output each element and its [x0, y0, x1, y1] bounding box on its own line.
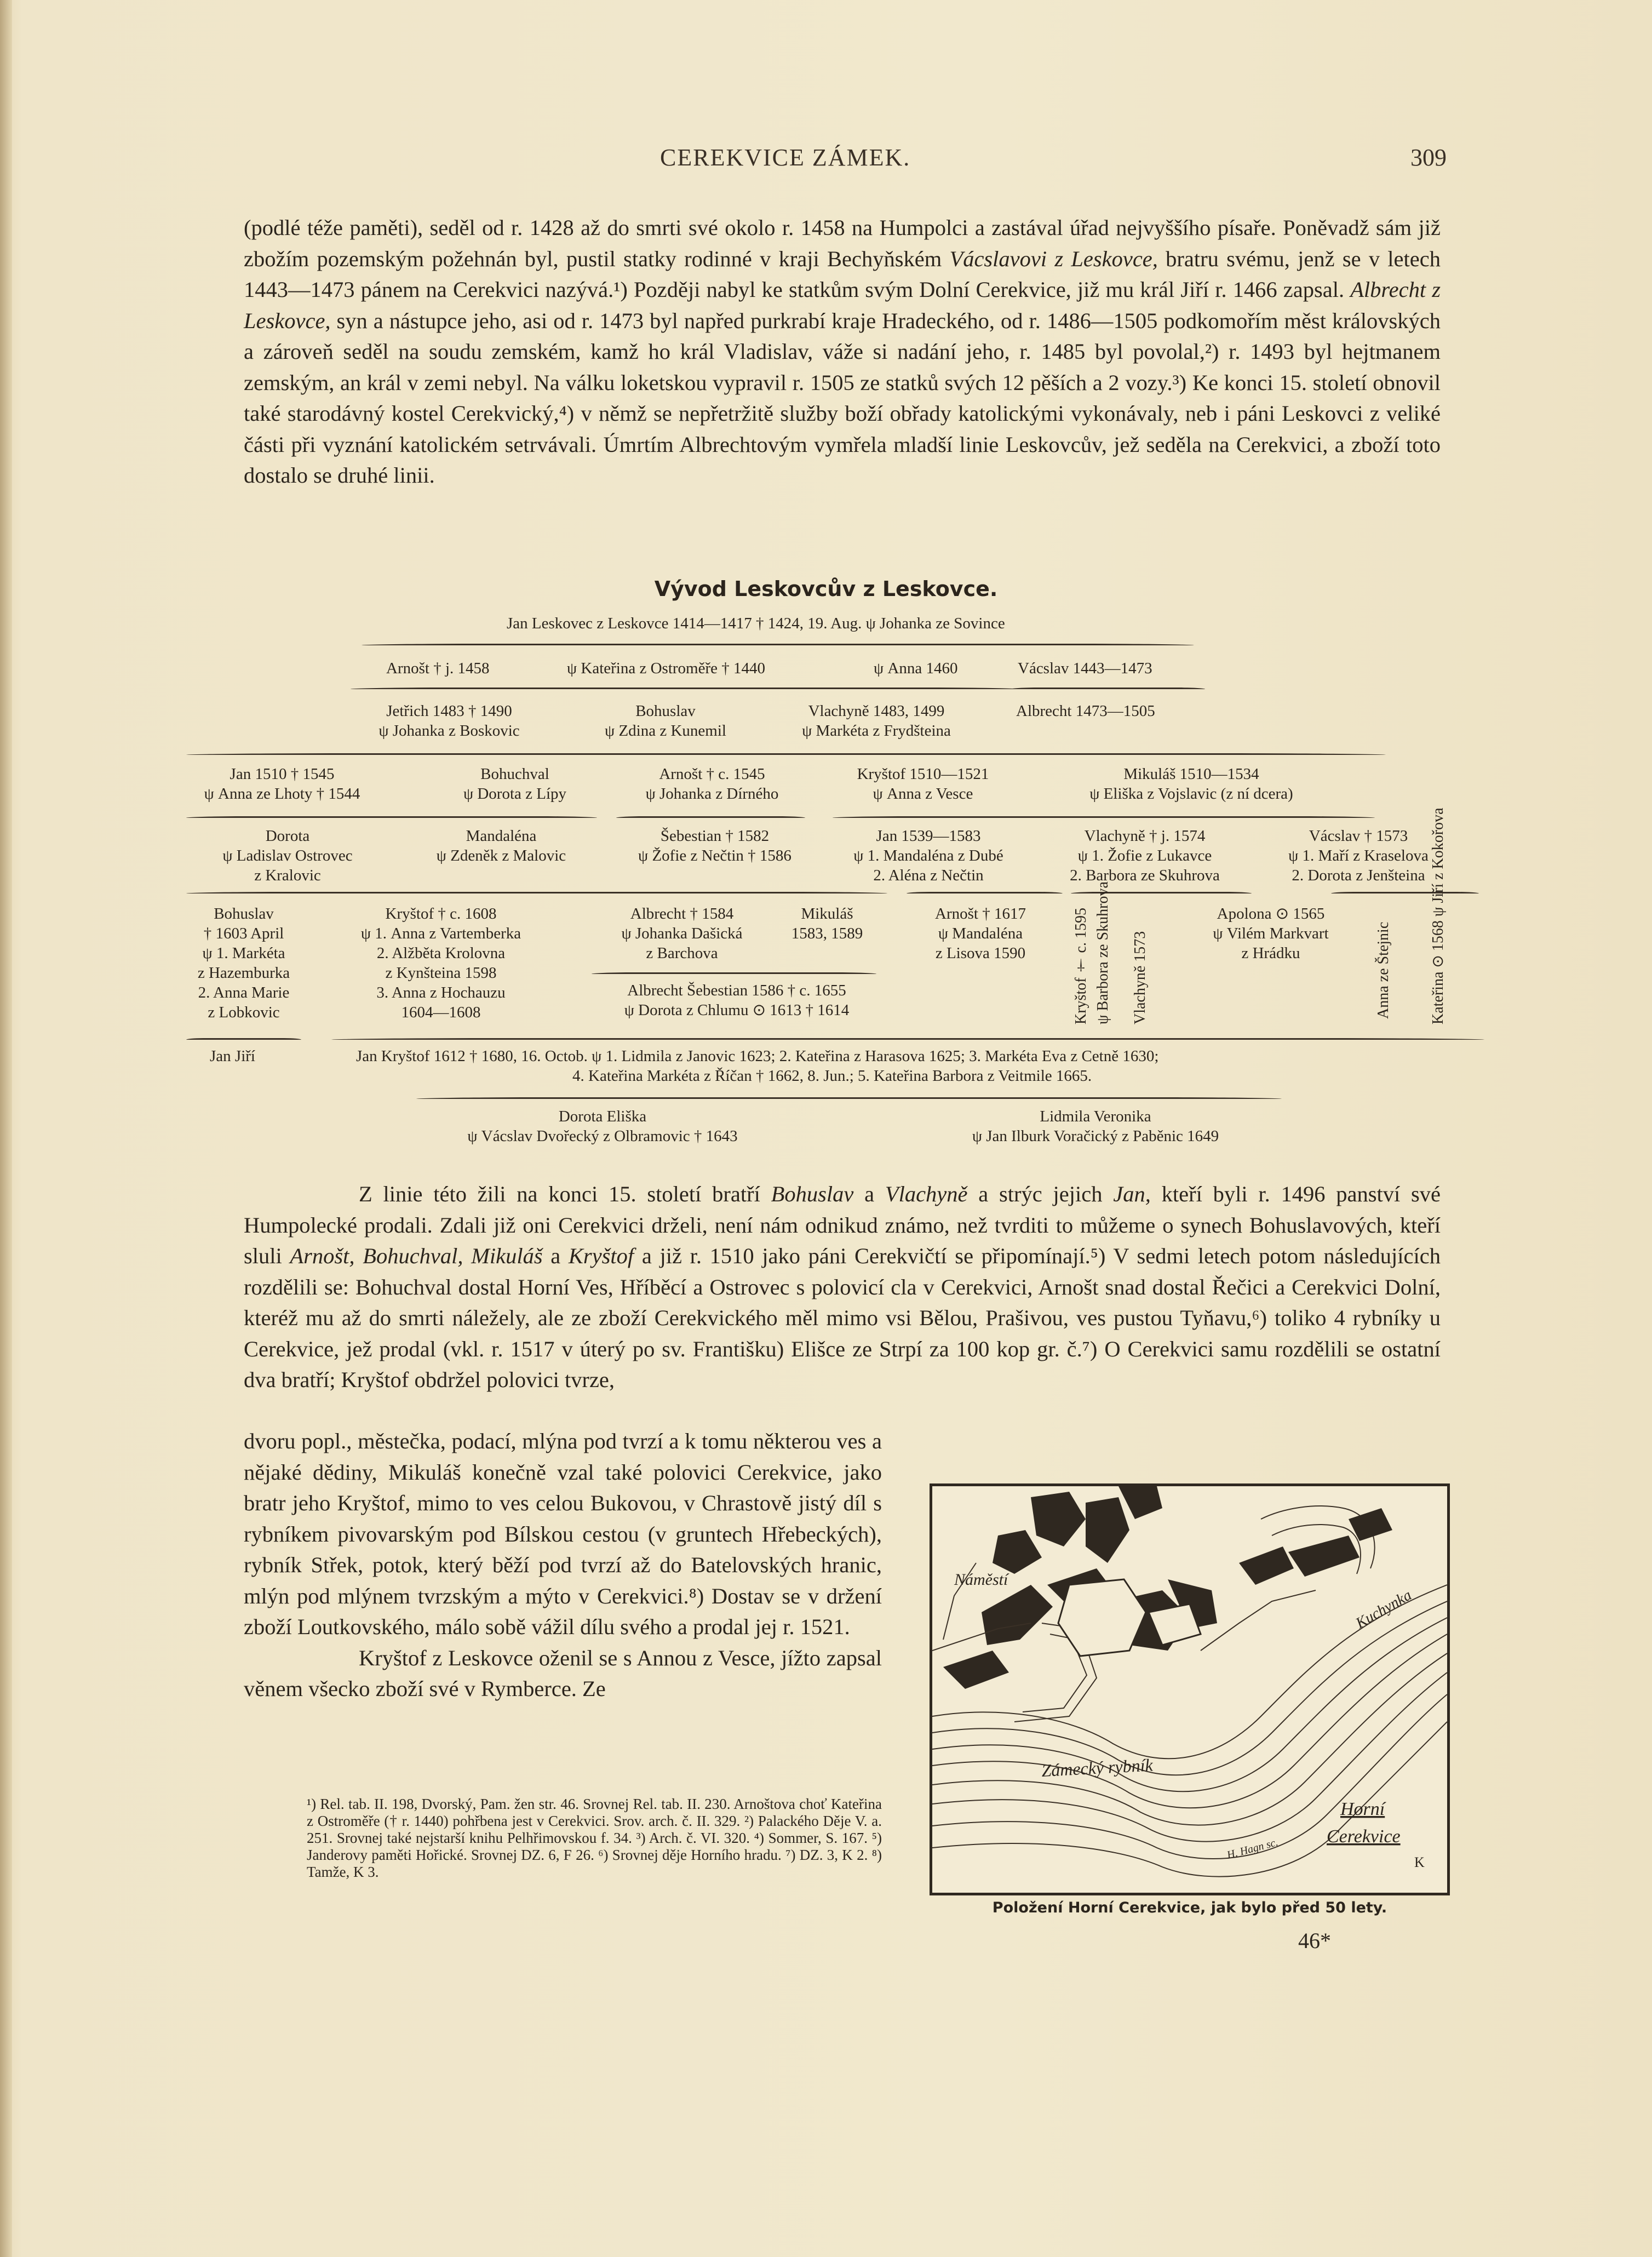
tree-root: Jan Leskovec z Leskovce 1414—1417 † 1424, 19. Aug. ψ Johanka ze Sovince — [507, 615, 1005, 632]
gen3-mikulas — [1038, 764, 1345, 804]
text-line: ψ Dorota z Lípy — [463, 785, 567, 803]
text-line: ψ Ladislav Ostrovec — [222, 847, 353, 864]
tree-brace — [592, 972, 876, 974]
gen2-jetrich — [359, 701, 540, 741]
text-line: ψ Jan Ilburk Voračický z Paběnic 1649 — [972, 1127, 1219, 1145]
text-run-italic: Kryštof — [568, 1244, 634, 1268]
gen5-mikulas — [778, 904, 876, 943]
gen5-vertical-krystof: Kryštof † c. 1595 — [1072, 908, 1089, 1024]
map-signature: H. Hagn sc. — [1225, 1836, 1280, 1861]
gen5-vertical-vlachyne: Vlachyně 1573 — [1132, 931, 1149, 1024]
gen5-krystof — [329, 904, 553, 1022]
map-label-namesti: Náměstí — [954, 1571, 1008, 1589]
text-run: Z linie této žili na konci 15. století bratří — [359, 1182, 771, 1206]
text-line: Arnošt † 1617 — [935, 905, 1026, 923]
tree-brace — [616, 816, 805, 818]
text-line: z Hrádku — [1241, 944, 1300, 962]
tree-brace — [907, 892, 1063, 893]
text-run-italic: Bohuslav — [771, 1182, 854, 1206]
paragraph-1 — [244, 213, 1441, 491]
text-line: 2. Barbora ze Skuhrova — [1070, 867, 1220, 884]
text-run: syn a nástupce jeho, asi od r. 1473 byl napřed purkrabí kraje Hradeckého, od r. 1486—1505 podkomořím měst královských a zároveň seděl na soudu zemském, kamž ho král Vladislav, váže si nadání jeho, r. 1485 byl povolal,²) r. 1493 byl hejtmanem zemským, an král v zemi nebyl. Na válku loketskou vypravil r. 1505 ze statků svých 12 pěších a 2 vozy.³) Ke konci 15. století obnovil také starodávný kostel Cerekvický,⁴) v němž se nepřetržitě služby boží obřady katolickými vykonávaly, neb i páni Leskovci z veliké části při vyznání katolickém setrvávali. Úmrtím Albrechtovým vymřela mladší linie Leskovcův, jež seděla na Cerekvici, a zboží toto dostalo se druhé linii. — [244, 308, 1441, 488]
gen7-lidmila-veronika — [887, 1107, 1304, 1146]
text-line: Jan 1539—1583 — [876, 827, 981, 845]
gen1-katerina: ψ Kateřina z Ostroměře † 1440 — [567, 660, 766, 677]
text-line: Albrecht † 1584 — [630, 905, 734, 923]
text-line: Bohuslav — [635, 702, 696, 720]
gen1-vacslav: Vácslav 1443—1473 — [1018, 660, 1152, 677]
gen4-mandalena — [403, 826, 600, 866]
text-block: Kryštof z Leskovce oženil se s Annou z Vesce, jížto zapsal věnem všecko zboží své v Rymberce. Ze — [244, 1645, 882, 1701]
page-number: 309 — [1410, 144, 1447, 171]
text-line: z Kralovic — [254, 867, 321, 884]
text-line: ψ Žofie z Nečtin † 1586 — [638, 847, 791, 864]
text-line: ψ 1. Mandaléna z Dubé — [853, 847, 1003, 864]
text-line: Arnošt † c. 1545 — [659, 765, 765, 783]
tree-brace — [351, 688, 1019, 689]
text-line: ψ Vácslav Dvořecký z Olbramovic † 1643 — [467, 1127, 738, 1145]
text-line: Albrecht Šebestian 1586 † c. 1655 — [627, 982, 846, 999]
text-run: a již r. 1510 jako páni Cerekvičtí se připomínají.⁵) V sedmi letech potom následujících rozdělili se: Bohuchval dostal Horní Ves, Hříběcí a Ostrovec s polovicí cla v Cerekvici, Arnošt snad dostal Řečici a Cerekvici Dolní, kteréž mu až do smrti náležely, ale ze zboží Cerekvického měl mimo vsi Bělou, Prašivou, ves pustou Tyňavu,⁶) toliko 4 rybníky u Cerekvice, jež prodal (vkl. r. 1517 v úterý po sv. Františku) Elišce ze Strpí za 100 kop gr. č.⁷) O Cerekvici samu rozdělili se ostatní dva bratří; Kryštof obdržel polovici tvrze, — [244, 1244, 1441, 1392]
text-line: ψ Mandaléna — [938, 925, 1023, 942]
map-label-town-line1: Horní — [1340, 1799, 1385, 1819]
text-line: Vlachyně 1483, 1499 — [808, 702, 945, 720]
text-line: Vlachyně † j. 1574 — [1084, 827, 1206, 845]
text-run-italic: Albrecht z Leskovce, — [244, 277, 1441, 333]
text-line: Bohuslav — [214, 905, 274, 923]
text-line: 2. Anna Marie — [198, 984, 290, 1001]
gen7-dorota-eliska — [383, 1107, 822, 1146]
text-line: ψ Vilém Markvart — [1213, 925, 1329, 942]
text-run: a — [542, 1244, 569, 1268]
tree-brace — [362, 644, 1194, 645]
text-line: Šebestian † 1582 — [660, 827, 770, 845]
tree-brace — [186, 753, 1386, 755]
text-line: ψ Zdina z Kunemil — [605, 722, 726, 740]
text-line: Dorota Eliška — [558, 1108, 647, 1125]
text-line: ψ Johanka z Dírného — [645, 785, 779, 803]
paragraph-2 — [244, 1179, 1441, 1396]
text-line: z Lobkovic — [208, 1004, 280, 1021]
text-line: 3. Anna z Hochauzu — [376, 984, 506, 1001]
map-label-kuchynka: Kuchynka — [1353, 1586, 1415, 1632]
text-line: ψ 1. Maří z Kraselova — [1288, 847, 1429, 864]
gen1-arnost: Arnošt † j. 1458 — [386, 660, 490, 677]
paragraph-3 — [244, 1426, 882, 1705]
text-line: Mandaléna — [466, 827, 537, 845]
text-line: ψ 1. Markéta — [202, 944, 285, 962]
tree-brace — [416, 1097, 1282, 1099]
text-line: ψ Zdeněk z Malovic — [436, 847, 566, 864]
page-gutter — [0, 0, 12, 2257]
gen2-vlachyne — [767, 701, 986, 741]
text-line: ψ 1. Žofie z Lukavce — [1077, 847, 1212, 864]
gen4-sebestian — [616, 826, 813, 866]
text-line: Kryštof † c. 1608 — [385, 905, 497, 923]
gen3-jan — [181, 764, 383, 804]
text-line: Lidmila Veronika — [1040, 1108, 1151, 1125]
gen5-vertical-katerina: Kateřina ⊙ 1568 ψ Jiří z Kokořova — [1430, 807, 1447, 1024]
map-figure — [930, 1483, 1450, 1895]
map-monogram: K — [1414, 1854, 1425, 1870]
text-run-italic: Jan, — [1113, 1182, 1151, 1206]
text-line: ψ Dorota z Chlumu ⊙ 1613 † 1614 — [624, 1001, 850, 1019]
footnote-text: ¹) Rel. tab. II. 198, Dvorský, Pam. žen str. 46. Srovnej Rel. tab. II. 230. Arnoštova choť Kateřina z Ostroměře († r. 1440) pohřbena jest v Cerekvici. Srov. arch. č. II. 329. ²) Palackého Děje V. a. 251. Srovnej také nejstarší knihu Pelhřimovskou f. 34. ³) Arch. č. VI. 320. ⁴) Sommer, S. 167. ⁵) Janderovy paměti Hořické. Srovnej DZ. 6, F 26. ⁶) Srovnej děje Horního hradu. ⁷) DZ. 3, K 2. ⁸) Tamže, K 3. — [307, 1796, 882, 1880]
text-line: 2. Alžběta Krolovna — [376, 944, 506, 962]
text-line: z Lisova 1590 — [935, 944, 1026, 962]
text-run-italic: Arnošt, Bohuchval, Mikuláš — [290, 1244, 543, 1268]
gen6-jan-krystof-line2: 4. Kateřina Markéta z Říčan † 1662, 8. Jun.; 5. Kateřina Barbora z Veitmile 1665. — [572, 1067, 1092, 1085]
gen5-albrecht — [594, 904, 770, 963]
page-header — [0, 144, 1652, 176]
tree-brace — [833, 816, 1375, 818]
text-line: Kryštof 1510—1521 — [857, 765, 989, 783]
text-run: bratru svému, jenž se v letech 1443—1473 pánem na Cerekvici nazývá.¹) Později nabyl ke statkům svým Dolní Cerekvice, již mu král Jiří r. 1466 zapsal. — [244, 246, 1441, 302]
text-line: ψ Markéta z Frydšteina — [802, 722, 951, 740]
tree-brace — [1331, 892, 1479, 893]
tree-brace — [186, 892, 887, 893]
gen6-jan-krystof-line1: Jan Kryštof 1612 † 1680, 16. Octob. ψ 1. Lidmila z Janovic 1623; 2. Kateřina z Harasova 1625; 3. Markéta Eva z Cetně 1630; — [356, 1047, 1159, 1065]
map-label-town-line2: Cerekvice — [1327, 1826, 1401, 1847]
text-line: 2. Dorota z Jenšteina — [1292, 867, 1425, 884]
text-line: Apolona ⊙ 1565 — [1217, 905, 1325, 923]
sheet-signature-mark: 46* — [1298, 1928, 1331, 1953]
gen4-vlachyne — [1043, 826, 1246, 885]
gen5-albrecht-sebestian — [586, 981, 887, 1020]
text-line: ψ Eliška z Vojslavic (z ní dcera) — [1089, 785, 1293, 803]
text-run: a — [853, 1182, 885, 1206]
text-run-italic: Vlachyně — [885, 1182, 968, 1206]
gen3-bohuchval — [433, 764, 597, 804]
text-line: Dorota — [265, 827, 310, 845]
text-line: Bohuchval — [480, 765, 549, 783]
text-line: 1604—1608 — [401, 1004, 481, 1021]
map-drawing — [932, 1486, 1447, 1893]
map-label-rybnik: Zámecký rybník — [1041, 1755, 1154, 1780]
text-line: ψ Anna ze Lhoty † 1544 — [204, 785, 360, 803]
gen5-arnost — [907, 904, 1054, 963]
gen4-dorota — [192, 826, 383, 885]
text-line: ψ 1. Anna z Vartemberka — [360, 925, 521, 942]
gen3-arnost — [619, 764, 805, 804]
text-line: Vácslav † 1573 — [1309, 827, 1408, 845]
footnotes — [307, 1796, 882, 1881]
running-title: CEREKVICE ZÁMEK. — [660, 144, 911, 171]
text-run-italic: Vácslavovi z Leskovce, — [949, 246, 1158, 271]
text-line: ψ Anna z Vesce — [873, 785, 973, 803]
text-block: dvoru popl., městečka, podací, mlýna pod tvrzí a k tomu některou ves a nějaké dědiny, Mikuláš konečně vzal také polovici Cerekvice, jako bratr jeho Kryštof, mimo to ves celou Bukovou, v Chrastově jistý díl s rybníkem pivovarským pod Bílskou cestou (v gruntech Hřebeckých), rybník Střek, potok, který běží pod tvrzí až do Batelovských hranic, mlýn pod mlýnem tvrzským a mýto v Cerekvici.⁸) Dostav se v držení zboží Loutkovského, málo sobě vážil dílu svého a prodal jej r. 1521. — [244, 1429, 882, 1639]
gen1-anna: ψ Anna 1460 — [874, 660, 958, 677]
tree-brace — [1011, 688, 1205, 689]
gen6-jan-jiri: Jan Jiří — [210, 1047, 255, 1065]
gen5-apolona — [1191, 904, 1350, 963]
text-run: (podlé téže paměti), seděl od r. 1428 až do smrti své okolo r. 1458 na Humpolci a zastával úřad nejvyššího písaře. Poněvadž sám již zbožím pozemským požehnán byl, pustil statky rodinné v kraji Bechyňském — [244, 215, 1441, 271]
gen5-vertical-anna: Anna ze Štejnic — [1375, 921, 1392, 1019]
text-line: 2. Aléna z Nečtin — [873, 867, 984, 884]
text-line: ψ Johanka z Boskovic — [378, 722, 520, 740]
tree-brace — [1071, 892, 1252, 893]
text-line: Mikuláš 1510—1534 — [1123, 765, 1259, 783]
tree-brace — [186, 816, 597, 818]
gen4-jan — [838, 826, 1019, 885]
text-line: z Barchova — [646, 944, 718, 962]
text-run: a strýc jejich — [967, 1182, 1114, 1206]
gen3-krystof — [838, 764, 1008, 804]
gen2-albrecht: Albrecht 1473—1505 — [1016, 702, 1155, 720]
gen4-vacslav — [1260, 826, 1457, 885]
tree-brace — [186, 1038, 301, 1040]
gen5-vertical-barbora: ψ Barbora ze Skuhrova — [1094, 881, 1111, 1024]
tree-brace — [331, 1038, 1484, 1040]
text-line: † 1603 April — [203, 925, 284, 942]
text-run: kteří byli r. 1496 panství své Humpolecké prodali. Zdali již oni Cerekvici drželi, není nám odnikud známo, než tvrditi to můžeme o synech Bohuslavových, kteří sluli — [244, 1182, 1441, 1268]
text-line: Mikuláš — [801, 905, 853, 923]
gen2-bohuslav — [583, 701, 748, 741]
text-line: Jetřich 1483 † 1490 — [386, 702, 512, 720]
gen5-bohuslav — [189, 904, 299, 1022]
genealogy-title: Vývod Leskovcův z Leskovce. — [654, 577, 998, 601]
figure-caption: Položení Horní Cerekvice, jak bylo před 50 lety. — [992, 1899, 1387, 1916]
text-line: 1583, 1589 — [791, 925, 863, 942]
text-line: z Kynšteina 1598 — [385, 964, 497, 982]
text-line: z Hazemburka — [197, 964, 290, 982]
text-line: Jan 1510 † 1545 — [230, 765, 335, 783]
text-line: ψ Johanka Dašická — [621, 925, 743, 942]
